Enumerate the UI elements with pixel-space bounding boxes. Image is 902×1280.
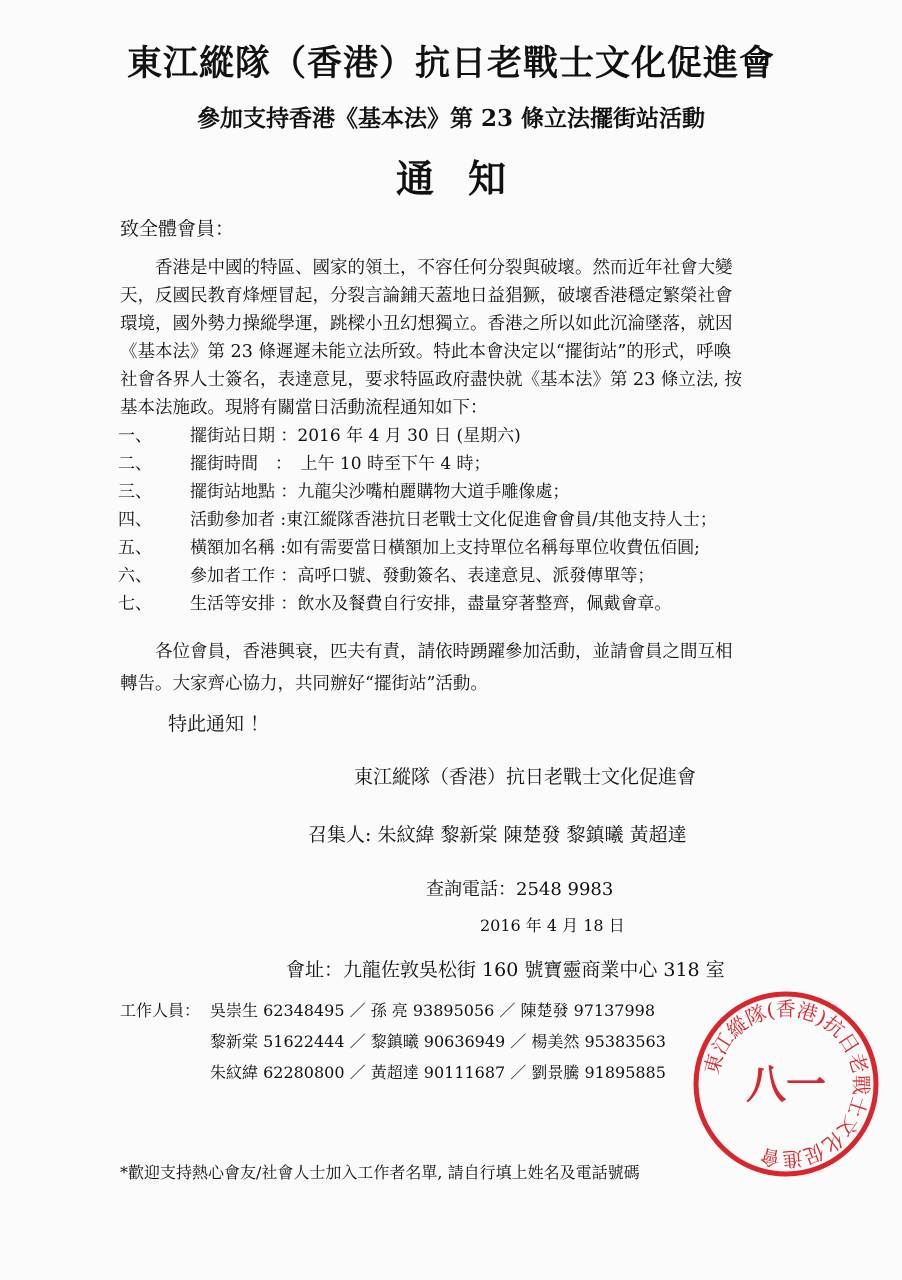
schedule-item [118, 506, 717, 534]
item-text: 擺街站日期 ：2016 年 4 月 30 日 (星期六) [190, 426, 521, 446]
office-address: 會址：九龍佐敦吳松街 160 號寶靈商業中心 318 室 [286, 959, 725, 981]
body-line: 香港是中國的特區、國家的領土，不容任何分裂與破壞。然而近年社會大變 [120, 258, 733, 278]
staff-entries: 黎新棠 51622444 ／ 黎鎮曦 90636949 ／ 楊美然 95383563 [210, 1032, 666, 1051]
staff-row [120, 1057, 666, 1088]
seal-center-text: 八一 [746, 1061, 826, 1108]
org-title: 東江縱隊（香港）抗日老戰士文化促進會 [126, 43, 775, 84]
staff-list [120, 995, 666, 1088]
item-text: 擺街站地點 ：九龍尖沙嘴柏麗購物大道手雕像處； [190, 482, 570, 502]
notice-subtitle: 參加支持香港《基本法》第 23 條立法擺街站活動 [196, 105, 706, 132]
item-number: 五、 [118, 538, 152, 558]
item-number: 六、 [118, 566, 152, 586]
closing-line: 各位會員，香港興衰，匹夫有責，請依時踴躍參加活動，並請會員之間互相 [120, 642, 733, 662]
salutation: 致全體會員： [120, 218, 235, 240]
item-number: 七、 [118, 594, 152, 614]
sign-off: 特此通知 ！ [168, 713, 270, 735]
schedule-item [118, 562, 654, 590]
notice-heading: 通知 [395, 156, 540, 201]
signature-org: 東江縱隊（香港）抗日老戰士文化促進會 [354, 766, 697, 788]
item-text: 參加者工作 ：高呼口號、發動簽名、表達意見、派發傳單等； [190, 566, 655, 586]
item-number: 一、 [118, 426, 152, 446]
seal-ring-textpath: 東江縱隊(香港)抗日老戰士文化促進會 [699, 996, 874, 1172]
staff-entries: 朱紋緯 62280800 ／ 黃超達 90111687 ／ 劉景騰 91895885 [210, 1063, 666, 1082]
item-number: 四、 [118, 510, 152, 530]
body-line: 社會各界人士簽名，表達意見，要求特區政府盡快就《基本法》第 23 條立法, 按 [120, 370, 743, 390]
body-line: 環境，國外勢力操縱學運，跳樑小丑幻想獨立。香港之所以如此沉淪墜落，就因 [120, 314, 733, 334]
staff-label: 工作人員： [120, 1001, 201, 1020]
item-text: 生活等安排 ：飲水及餐費自行安排，盡量穿著整齊，佩戴會章。 [190, 594, 672, 614]
item-number: 二、 [118, 454, 152, 474]
schedule-item [118, 450, 491, 478]
item-text: 橫額加名稱 :如有需要當日橫額加上支持單位名稱每單位收費伍佰圓; [190, 538, 700, 558]
staff-row [120, 1026, 666, 1057]
organization-seal [692, 990, 880, 1178]
schedule-item [118, 534, 700, 562]
body-line: 基本法施政。現將有關當日活動流程通知如下： [120, 398, 488, 418]
item-text: 擺街時間 ： 上午 10 時至下午 4 時； [190, 454, 491, 474]
schedule-item [118, 422, 521, 450]
body-paragraph [120, 254, 790, 422]
closing-paragraph [120, 636, 733, 700]
notice-date: 2016 年 4 月 18 日 [480, 916, 625, 935]
enquiry-phone: 查詢電話：2548 9983 [426, 879, 614, 900]
convenors: 召集人: 朱紋緯 黎新棠 陳楚發 黎鎮曦 黃超達 [308, 824, 687, 846]
schedule-item [118, 478, 569, 506]
footnote: *歡迎支持熱心會友/社會人士加入工作者名單, 請自行填上姓名及電話號碼 [120, 1163, 640, 1182]
item-number: 三、 [118, 482, 152, 502]
body-line: 天，反國民教育烽煙冒起，分裂言論鋪天蓋地日益猖獗，破壞香港穩定繁榮社會 [120, 286, 733, 306]
schedule-item [118, 590, 671, 618]
closing-line: 轉告。大家齊心協力，共同辦好“擺街站”活動。 [120, 674, 488, 694]
body-line: 《基本法》第 23 條遲遲未能立法所致。特此本會決定以“擺街站”的形式，呼喚 [120, 342, 732, 362]
staff-row [120, 995, 666, 1026]
item-text: 活動參加者 :東江縱隊香港抗日老戰士文化促進會會員/其他支持人士； [190, 510, 717, 530]
staff-entries: 吳崇生 62348495 ／ 孫 亮 93895056 ／ 陳楚發 97137998 [210, 1001, 656, 1020]
